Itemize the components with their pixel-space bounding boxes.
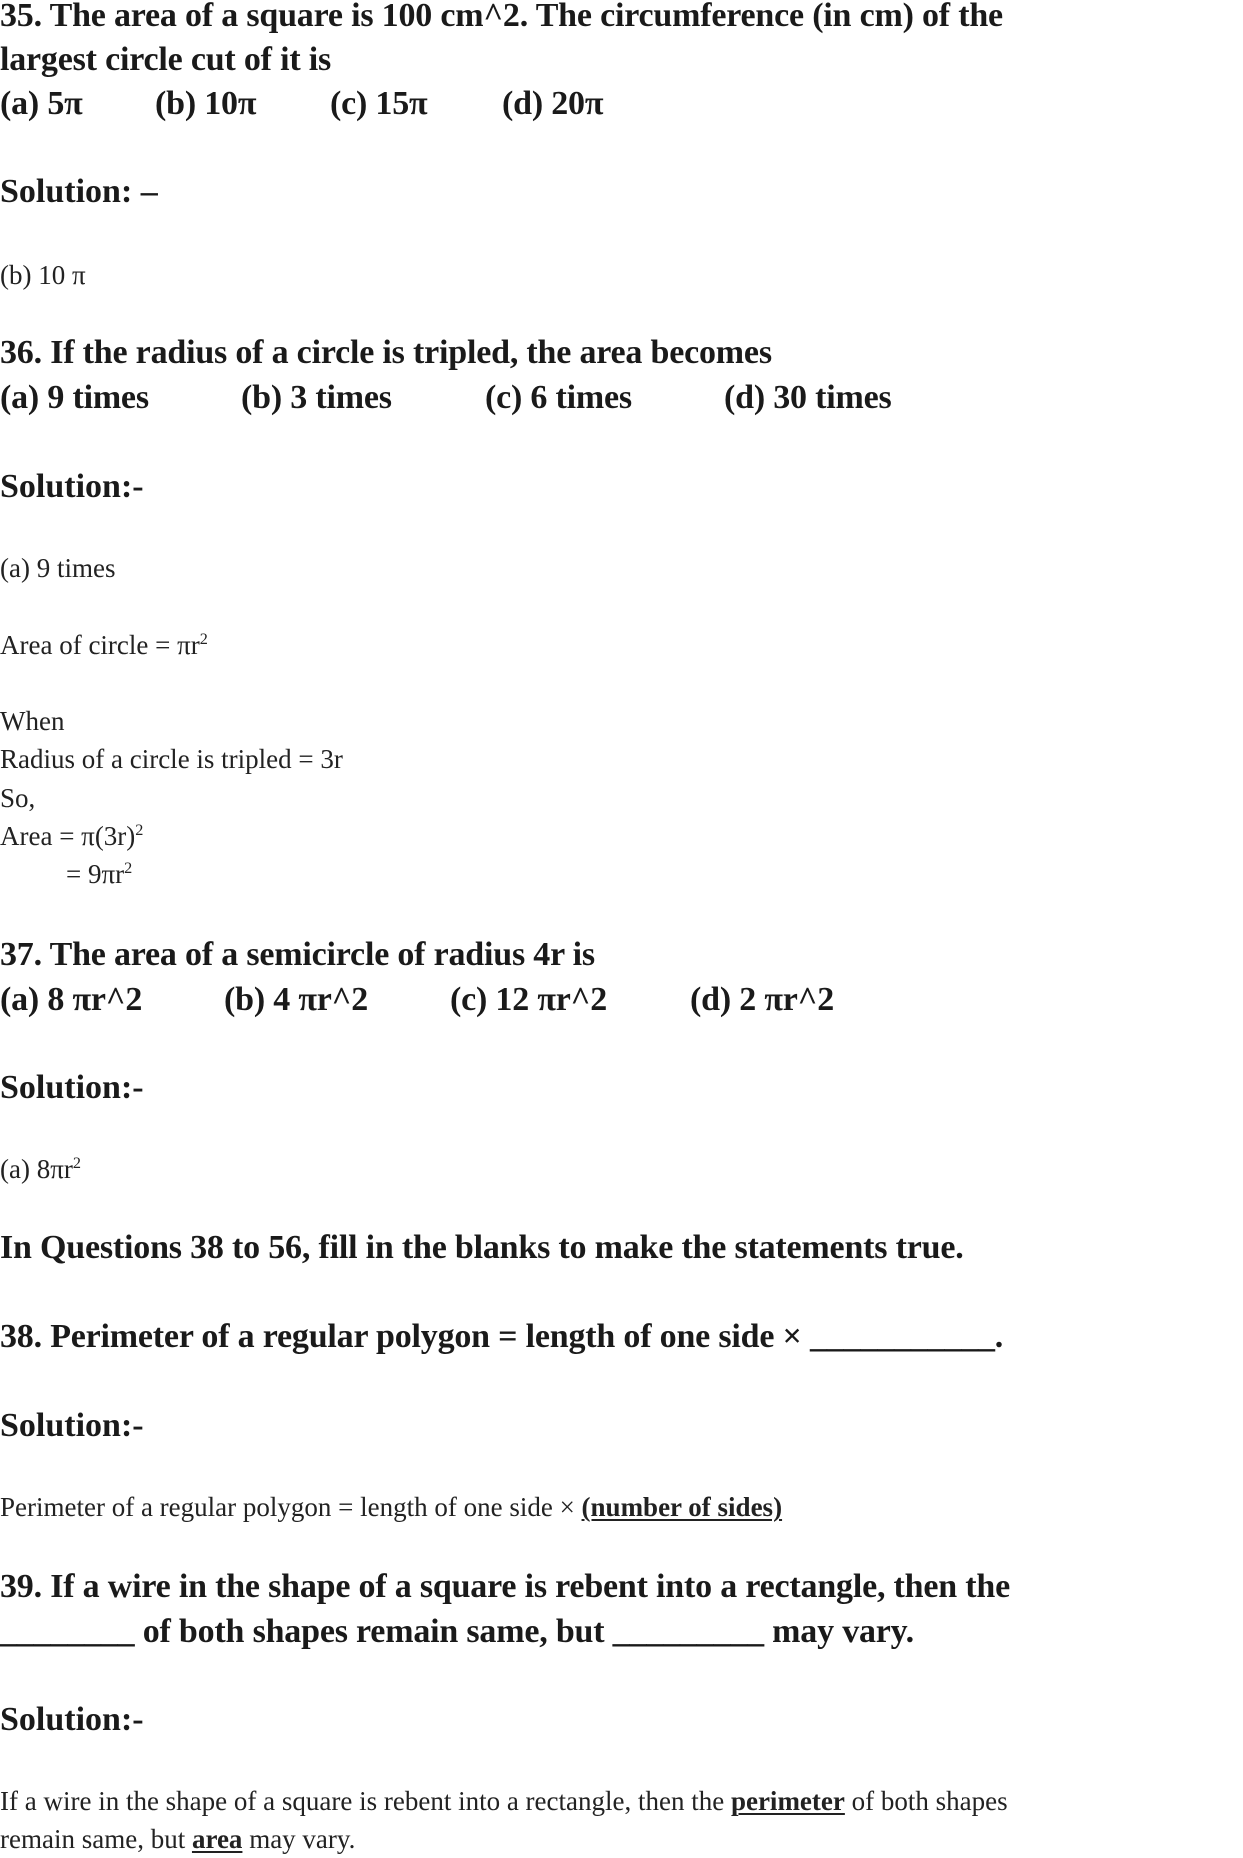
q36-so: So, [0,783,36,813]
q35-text-line1: 35. The area of a square is 100 cm^2. The circumference (in cm) of the [0,0,1003,34]
q37-option-c: (c) 12 πr^2 [450,981,608,1018]
fill-blanks-instruction: In Questions 38 to 56, fill in the blanks to make the statements true. [0,1229,964,1266]
q36-area-result: = $9\pi r^2$ [66,859,133,889]
q35-answer: (b) 10 π [0,260,86,290]
q36-option-c: (c) 6 times [485,379,632,416]
q36-when: When [0,706,65,736]
q35-option-b: (b) 10π [155,85,257,122]
q36-area-formula: Area of circle = $\pi r^2$ [0,630,208,660]
q37-text: 37. The area of a semicircle of radius 4r is [0,936,595,973]
q36-option-d: (d) 30 times [724,379,892,416]
q39-answer-blank-area: area [191,1824,243,1854]
q37-option-d: (d) 2 πr^2 [690,981,835,1018]
q36-solution-label: Solution:- [0,468,144,505]
q39-text-line2: ________ of both shapes remain same, but _________ may vary. [0,1613,914,1650]
q35-option-d: (d) 20π [502,85,604,122]
q39-answer-blank-perimeter: perimeter [730,1786,845,1816]
q39-answer-line2: remain same, but area may vary. [0,1824,356,1854]
q39-text-line1: 39. If a wire in the shape of a square is rebent into a rectangle, then the [0,1568,1011,1605]
q38-text: 38. Perimeter of a regular polygon = length of one side × ___________. [0,1318,1004,1355]
q38-answer-blank: (number of sides) [581,1492,783,1522]
q36-answer: (a) 9 times [0,553,116,583]
q36-text: 36. If the radius of a circle is tripled, the area becomes [0,334,772,371]
q36-option-b: (b) 3 times [241,379,392,416]
q36-radius-tripled: Radius of a circle is tripled = 3r [0,744,343,774]
q35-text-line2: largest circle cut of it is [0,41,332,78]
q39-solution-label: Solution:- [0,1701,144,1738]
q38-solution-label: Solution:- [0,1407,144,1444]
q35-solution-label: Solution: – [0,173,158,210]
q39-answer-line1: If a wire in the shape of a square is rebent into a rectangle, then the perimeter of both shapes [0,1786,1008,1816]
q37-solution-label: Solution:- [0,1069,144,1106]
q36-area-new: Area = $\pi(3r)^2$ [0,821,144,851]
q37-option-b: (b) 4 πr^2 [224,981,369,1018]
q38-answer: Perimeter of a regular polygon = length of one side × (number of sides) [0,1492,783,1522]
q37-option-a: (a) 8 πr^2 [0,981,143,1018]
q35-option-a: (a) 5π [0,85,83,122]
q36-option-a: (a) 9 times [0,379,149,416]
q37-answer: (a) $8\pi r^2$ [0,1154,81,1184]
q35-option-c: (c) 15π [330,85,428,122]
